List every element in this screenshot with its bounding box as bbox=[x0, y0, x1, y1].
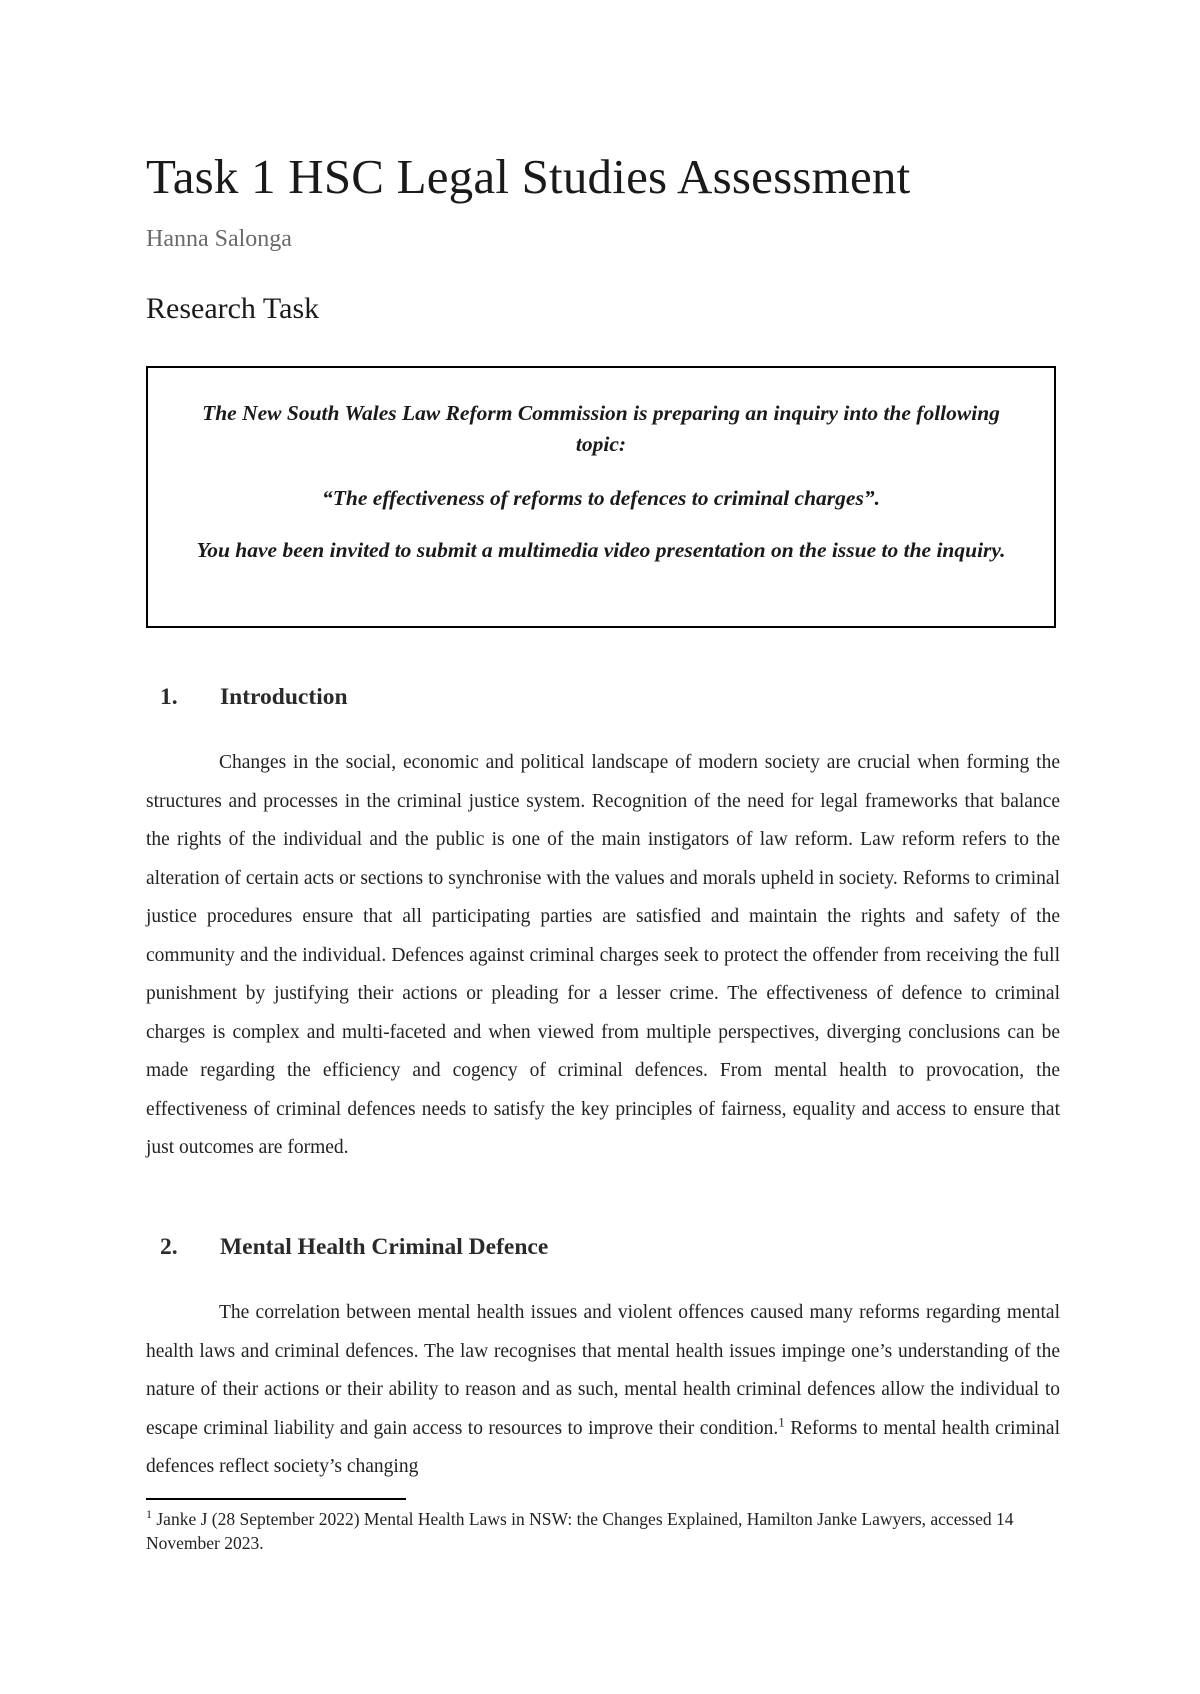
paragraph-text: The correlation between mental health issues and violent offences caused many reforms regarding mental health laws and criminal defences. The law recognises that mental health issues impinge one’s understanding of the nature of their actions or their ability to reason and as such, mental health criminal defences allow the individual to escape criminal liability and gain access to resources to improve their condition. bbox=[146, 1302, 1060, 1439]
task-box-line-2: “The effectiveness of reforms to defences to criminal charges”. bbox=[322, 486, 880, 510]
footnote-reference[interactable]: 1 bbox=[778, 1414, 785, 1429]
mental-health-paragraph bbox=[146, 1294, 1060, 1487]
author-name: Hanna Salonga bbox=[146, 226, 292, 252]
introduction-heading bbox=[160, 684, 348, 711]
section-title: Introduction bbox=[220, 684, 348, 710]
footnote bbox=[146, 1507, 1060, 1555]
research-task-heading: Research Task bbox=[146, 292, 320, 325]
section-title: Mental Health Criminal Defence bbox=[220, 1234, 549, 1260]
mental-health-heading bbox=[160, 1234, 548, 1261]
task-box-line-1: The New South Wales Law Reform Commission is preparing an inquiry into the following topic: bbox=[202, 401, 1000, 456]
task-description-box bbox=[146, 366, 1056, 628]
introduction-paragraph: Changes in the social, economic and political landscape of modern society are crucial when forming the structures and processes in the criminal justice system. Recognition of the need for legal frameworks that balance the rights of the individual and the public is one of the main instigators of law reform. Law reform refers to the alteration of certain acts or sections to synchronise with the values and morals upheld in society. Reforms to criminal justice procedures ensure that all participating parties are satisfied and maintain the rights and safety of the community and the individual. Defences against criminal charges seek to protect the offender from receiving the full punishment by justifying their actions or pleading for a lesser crime. The effectiveness of defence to criminal charges is complex and multi-faceted and when viewed from multiple perspectives, diverging conclusions can be made regarding the efficiency and cogency of criminal defences. From mental health to provocation, the effectiveness of criminal defences needs to satisfy the key principles of fairness, equality and access to ensure that just outcomes are formed. bbox=[146, 752, 1060, 1158]
document-title: Task 1 HSC Legal Studies Assessment bbox=[146, 149, 911, 204]
paragraph-text-continued: Reforms to mental health criminal defences reflect society’s changing bbox=[146, 1417, 1060, 1477]
footnote-divider bbox=[146, 1498, 406, 1500]
section-number: 1. bbox=[160, 684, 178, 710]
section-number: 2. bbox=[160, 1234, 178, 1260]
task-box-line-3: You have been invited to submit a multimedia video presentation on the issue to the inquiry. bbox=[196, 538, 1006, 562]
footnote-text: Janke J (28 September 2022) Mental Health Laws in NSW: the Changes Explained, Hamilton Janke Lawyers, accessed 14 November 2023. bbox=[146, 1509, 1014, 1553]
footnote-mark: 1 bbox=[146, 1507, 152, 1522]
